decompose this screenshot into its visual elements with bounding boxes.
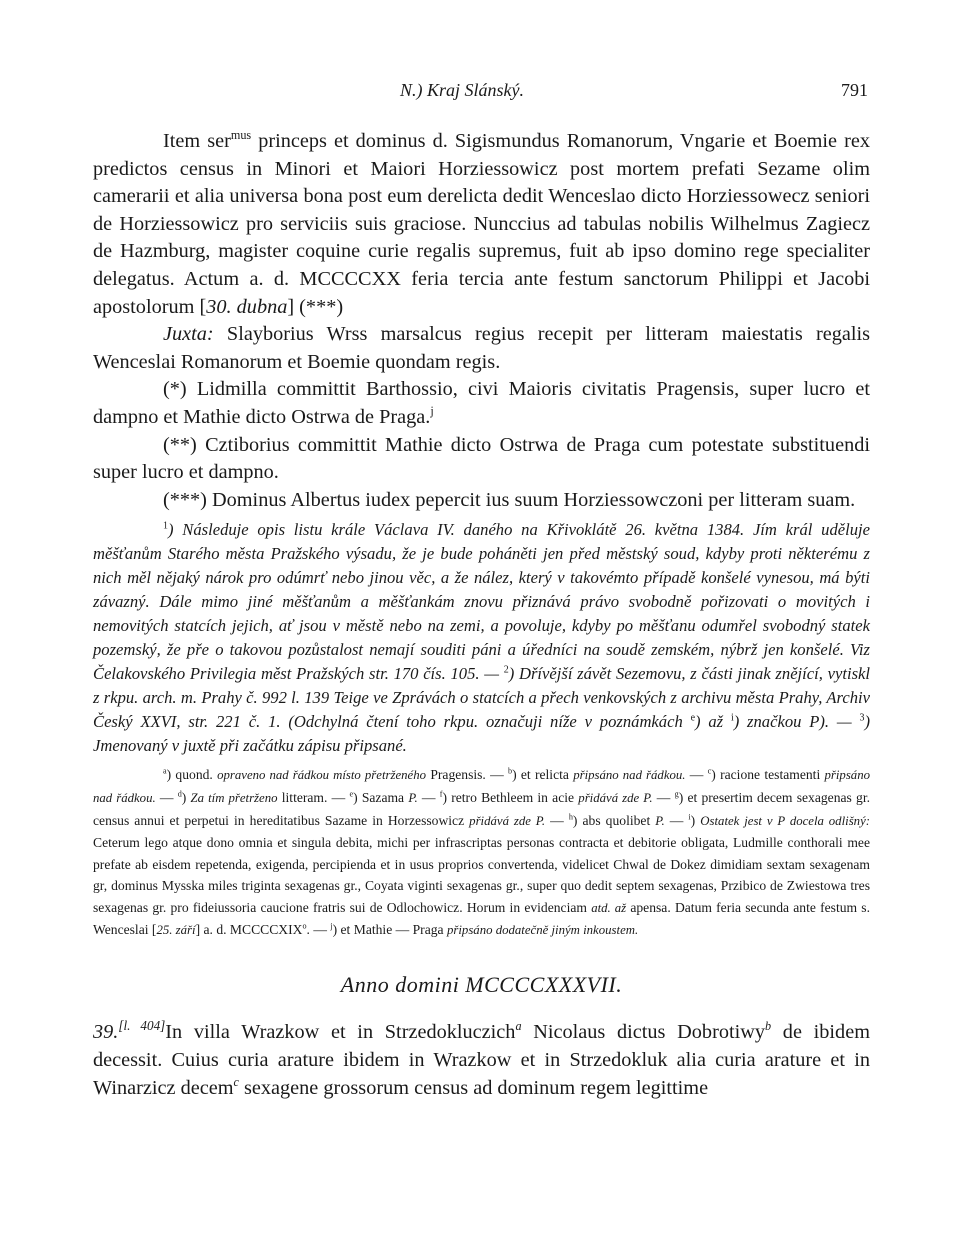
paragraph-juxta: Juxta: Slayborius Wrss marsalcus regius recepit per litteram maiestatis regalis Wenceslai Romanorum et Boemie quondam regis. (93, 323, 870, 373)
running-title: N.) Kraj Slánský. (400, 80, 524, 100)
document-page (93, 80, 870, 1102)
critical-apparatus: $^a$) quond. opraveno nad řádkou místo přetrženého Pragensis. — $^b$) et relicta připsáno nad řádkou. — $^c$) racione testamenti připsáno nad řádkou. — $^d$) Za tím přetrženo litteram. — $^e$) Sazama P. — $^f$) retro Bethleem in acie přidává zde P. — $^g$) et presertim decem sexagenas gr. census annui et perpetui in hereditatibus Sazame in Horzessowicz přidává zde P. — $^h$) abs quolibet P. — $^i$) Ostatek jest v P docela odlišný: Ceterum lego atque dono omnia et singula debita, michi per infrascriptas personas contracta et debitorie obligata, Ludmille conthorali mee prefate ab eisdem repetenda, exigenda, percipienda et in usus proprios convertenda, videlicet Chwal de Dokez dimidiam sextam sexagenam gr, dominus Mysska miles triginta sexagenas gr., Coyata viginti sexagenas gr., super quo dedit septem sexagenas, Przibico de Zwiestowa tres sexagenas gr. pro fideiussoria caucione fratris sui de Odlochowicz. Horum in evidenciam atd. až apensa. Datum feria secunda ante festum s. Wenceslai [25. září] a. d. MCCCCXIX$^o$. — $^j$) et Mathie — Praga připsáno dodatečně jiným inkoustem. (93, 766, 871, 938)
footnotes-czech: $^1$) Následuje opis listu krále Václava IV. daného na Křivoklátě 26. května 1384. Jím král uděluje měšťanům Starého města Pražského výsadu, že je bude poháněti jen před městský soud, kdyby proti některému z nich měl nějaký nárok pro odúmrť nebo jinou věc, a že nález, který v takovémto případě konšelé vynesou, má býti závazný. Dále mimo jiné měšťanům a měšťankám znovu přiznává právo svobodně pořizovati o movitých i nemovitých statcích jejich, ať jsou v městě nebo na zemi, a povoluje, kdyby po měšťanu odumřel svobodný statek pozemský, že pře o takovou pozůstalost nemají souditi páni a úředníci na soudě zemském, nýbrž jen konšelé. Viz Čelakovského Privilegia měst Pražských str. 170 čís. 105. — $^2$) Dřívější závět Sezemovu, z části jinak znějící, vytiskl z rkpu. arch. m. Prahy č. 992 l. 139 Teige ve Zprávách o statcích a přech venkovských z archivu města Prahy, Archiv Český XXVI, str. 221 č. 1. (Odchylná čtení toho rkpu. označuji níže v poznámkách $^e$) až $^i$) značkou P). — $^3$) Jmenovaný v juxtě při začátku zápisu připsané. (93, 520, 871, 756)
paragraph-note-2: (**) Cztiborius committit Mathie dicto Ostrwa de Praga cum potestate substituendi super lucro et dampno. (93, 433, 870, 484)
page-header (93, 80, 870, 110)
paragraph-note-3: (***) Dominus Albertus iudex pepercit ius suum Horziessowczoni per litteram suam. (163, 488, 856, 511)
folio-reference: [l. 404] (118, 1018, 166, 1034)
main-text (93, 128, 870, 514)
paragraph-grant: Item ser$^{mus}$ princeps et dominus d. Sigismundus Romanorum, Vngarie et Boemie rex predictos census in Minori et Maiori Horziessowicz post mortem prefati Sezame olim camerarii et alia universa bona post eum derelicta dedit Wenceslao dicto Horziessowecz seniori de Horziessowicz pro serviciis suis graciose. Nunccius ad tabulas nobilis Wilhelmus Zagiecz de Hazmburg, magister coquine curie regalis supremus, fuit ab ipso domino rege specialiter delegatus. Actum a. d. MCCCCXX feria tercia ante festum sanctorum Philippi et Jacobi apostolorum [30. dubna] (***) (93, 128, 870, 318)
page-number: 791 (841, 80, 868, 100)
section-heading: Anno domini MCCCCXXXVII. (340, 972, 623, 998)
entry-number: 39. (93, 1020, 119, 1043)
entry-39: 39.[l. 404]In villa Wrazkow et in Strzedokluczich$^a$ Nicolaus dictus Dobrotiwy$^b$ de ibidem decessit. Cuius curia arature ibidem in Wrazkow et in Strzedokluk alia curia arature et in Winarzicz decem$^c$ sexagene grossorum census ad dominum regem legittime (93, 1018, 870, 1099)
paragraph-note-1: (*) Lidmilla committit Barthossio, civi Maioris civitatis Pragensis, super lucro et dampno et Mathie dicto Ostrwa de Praga.$^j$ (93, 378, 870, 428)
